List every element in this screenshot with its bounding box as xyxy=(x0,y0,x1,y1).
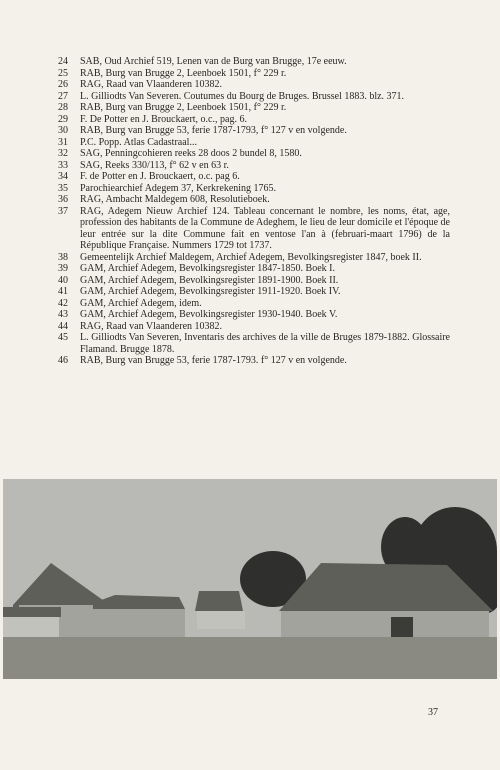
footnote-text: Parochiearchief Adegem 37, Kerkrekening 1765. xyxy=(80,182,277,194)
footnote-number: 35 xyxy=(58,182,68,194)
house-wall xyxy=(197,611,245,629)
footnote-number: 27 xyxy=(58,90,68,102)
footnote-text: SAB, Oud Archief 519, Lenen van de Burg van Brugge, 17e eeuw. xyxy=(80,56,347,67)
farmhouse-photo xyxy=(3,479,497,679)
footnote-item xyxy=(50,79,450,91)
footnote-text: L. Gilliodts Van Severen, Inventaris des archives de la ville de Bruges 1879-1882. Glossaire Flamand. Brugge 1878. xyxy=(80,332,450,355)
footnote-text: RAB, Burg van Brugge 53, ferie 1787-1793, f° 127 v en volgende. xyxy=(80,125,347,136)
footnote-item xyxy=(50,263,450,275)
footnote-number: 45 xyxy=(58,332,68,343)
footnote-number: 40 xyxy=(58,274,68,286)
footnote-number: 28 xyxy=(58,102,68,113)
footnote-text: P.C. Popp. Atlas Cadastraal... xyxy=(80,136,197,148)
page-number: 37 xyxy=(428,707,438,718)
footnote-number: 29 xyxy=(58,113,68,125)
footnote-text: GAM, Archief Adegem, Bevolkingsregister 1911-1920. Boek IV. xyxy=(80,286,341,297)
footnote-text: RAB, Burg van Brugge 53, ferie 1787-1793. f° 127 v en volgende. xyxy=(80,355,347,366)
footnote-text: GAM, Archief Adegem, idem. xyxy=(80,297,202,309)
big-barn-wall xyxy=(281,611,489,639)
footnote-text: GAM, Archief Adegem, Bevolkingsregister 1930-1940. Boek V. xyxy=(80,309,338,320)
middle-building-wall xyxy=(95,609,185,637)
photo-ground xyxy=(3,637,497,679)
footnote-number: 44 xyxy=(58,320,68,332)
footnote-item xyxy=(50,286,450,298)
footnote-item xyxy=(50,252,450,264)
footnote-item xyxy=(50,68,450,80)
footnote-item xyxy=(50,275,450,287)
footnote-text: SAG, Penningcohieren reeks 28 doos 2 bundel 8, 1580. xyxy=(80,148,302,159)
footnote-number: 33 xyxy=(58,159,68,171)
footnote-item xyxy=(50,91,450,103)
footnote-number: 42 xyxy=(58,297,68,309)
footnote-number: 34 xyxy=(58,171,68,182)
footnote-number: 25 xyxy=(58,67,68,79)
footnote-item xyxy=(50,137,450,149)
footnote-text: RAB, Burg van Brugge 2, Leenboek 1501, f° 229 r. xyxy=(80,102,287,113)
footnote-item xyxy=(50,114,450,126)
footnote-number: 31 xyxy=(58,136,68,148)
footnote-text: RAG, Adegem Nieuw Archief 124. Tableau concernant le nombre, les noms, état, age, profession des habitants de la Commune de Adeghem, le lieu de leur domicile et l'époque de leur entrée sur la dite Commune fait en ventose l'an à (februari-maart 1796) de la République Française. Nummers 1729 tot 1737. xyxy=(80,205,450,251)
footnote-text: RAG, Raad van Vlaanderen 10382. xyxy=(80,320,223,332)
footnote-item xyxy=(50,355,450,367)
footnote-item xyxy=(50,183,450,195)
footnote-number: 43 xyxy=(58,309,68,320)
footnote-text: Gemeentelijk Archief Maldegem, Archief Adegem, Bevolkingsregister 1847, boek II. xyxy=(80,251,422,263)
footnote-text: RAB, Burg van Brugge 2, Leenboek 1501, f° 229 r. xyxy=(80,67,287,79)
footnote-text: GAM, Archief Adegem, Bevolkingsregister 1847-1850. Boek I. xyxy=(80,263,335,274)
farmhouse-photo-drawing xyxy=(3,479,497,679)
footnote-number: 26 xyxy=(58,79,68,90)
footnote-number: 32 xyxy=(58,148,68,159)
footnote-item xyxy=(50,56,450,68)
footnote-text: SAG, Reeks 330/113, f° 62 v en 63 r. xyxy=(80,159,229,171)
footnote-text: F. de Potter en J. Brouckaert, o.c. pag 6. xyxy=(80,171,240,182)
footnote-item xyxy=(50,309,450,321)
footnote-text: RAG, Ambacht Maldegem 608, Resolutieboek. xyxy=(80,194,270,205)
footnote-item xyxy=(50,171,450,183)
footnote-text: RAG, Raad van Vlaanderen 10382. xyxy=(80,79,223,90)
footnote-number: 41 xyxy=(58,286,68,297)
footnote-item xyxy=(50,206,450,252)
footnote-number: 36 xyxy=(58,194,68,205)
footnote-text: L. Gilliodts Van Severen. Coutumes du Bourg de Bruges. Brussel 1883. blz. 371. xyxy=(80,90,405,102)
footnote-item xyxy=(50,125,450,137)
footnote-text: GAM, Archief Adegem, Bevolkingsregister 1891-1900. Boek II. xyxy=(80,274,339,286)
footnote-item xyxy=(50,298,450,310)
footnote-item xyxy=(50,321,450,333)
left-shed-roof xyxy=(3,607,61,617)
footnote-number: 38 xyxy=(58,251,68,263)
footnote-number: 39 xyxy=(58,263,68,274)
footnote-item xyxy=(50,332,450,355)
footnote-text: F. De Potter en J. Brouckaert, o.c., pag. 6. xyxy=(80,113,247,125)
footnote-item xyxy=(50,148,450,160)
footnote-item xyxy=(50,102,450,114)
big-barn-door xyxy=(391,617,413,639)
house-roof xyxy=(195,591,243,611)
footnote-number: 46 xyxy=(58,355,68,366)
footnote-item xyxy=(50,194,450,206)
footnote-number: 24 xyxy=(58,56,68,67)
footnote-number: 37 xyxy=(58,205,68,217)
footnote-number: 30 xyxy=(58,125,68,136)
footnote-item xyxy=(50,160,450,172)
footnote-list xyxy=(50,56,450,367)
